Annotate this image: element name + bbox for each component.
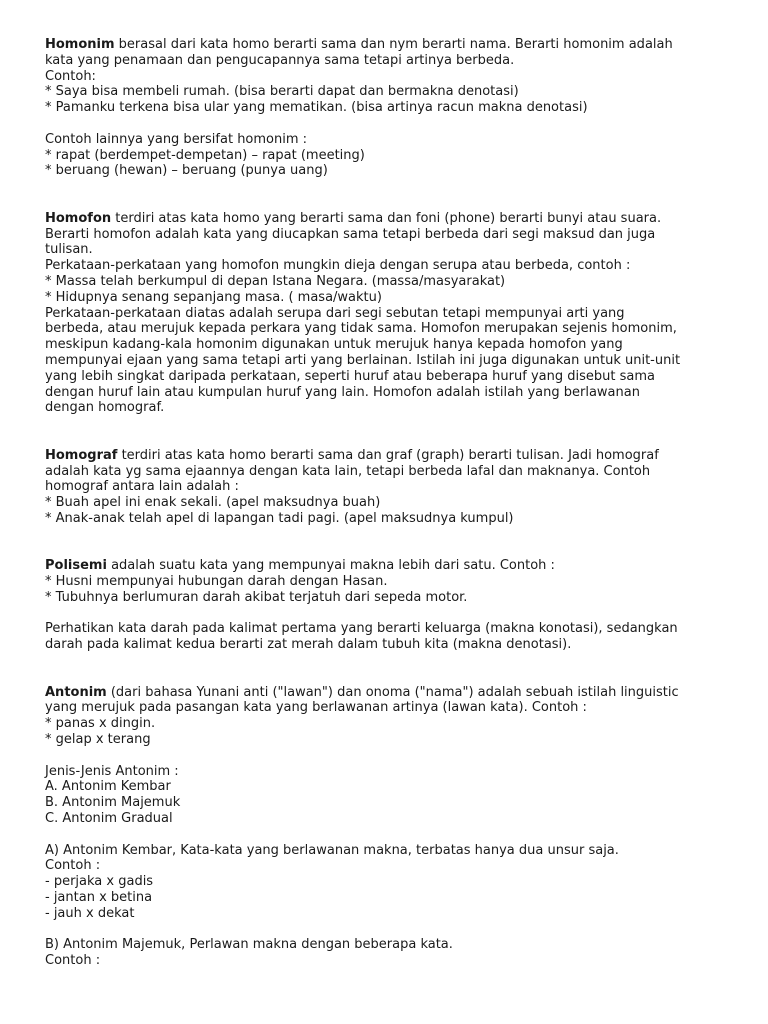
text-line: C. Antonim Gradual [45,811,173,827]
text-line: - perjaka x gadis [45,874,154,890]
text-line: Berarti homofon adalah kata yang diucapkan sama tetapi berbeda dari segi maksud dan juga [45,226,656,242]
section-gap [45,653,735,685]
text-line: Perkataan-perkataan yang homofon mungkin dieja dengan serupa atau berbeda, contoh : [45,258,631,274]
text-line: berbeda, atau merujuk kepada perkara yang tidak sama. Homofon merupakan sejenis homonim, [45,321,677,337]
text-line: B. Antonim Majemuk [45,795,181,811]
text-line: * Tubuhnya berlumuran darah akibat terjatuh dari sepeda motor. [45,589,468,605]
section-homograf [45,448,735,527]
text-line: Contoh: [45,68,96,84]
term-heading: Homograf [45,447,118,463]
section-polisemi [45,558,735,653]
text-line: berasal dari kata homo berarti sama dan nym berarti nama. Berarti homonim adalah [114,37,673,52]
blank-line [45,748,735,764]
term-heading: Homonim [45,37,115,52]
text-line: dengan homograf. [45,400,165,416]
section-first-line [45,211,735,227]
section-first-line [45,448,735,464]
blank-line [45,827,735,843]
text-line: mempunyai ejaan yang sama tetapi arti yang berlainan. Istilah ini juga digunakan untuk unit-unit [45,352,681,368]
section-antonim [45,685,735,969]
blank-line [45,116,735,132]
text-line: Contoh : [45,858,101,874]
text-line: terdiri atas kata homo berarti sama dan graf (graph) berarti tulisan. Jadi homograf [117,447,659,463]
section-first-line [45,37,735,53]
text-line: Contoh : [45,953,101,969]
section-gap [45,527,735,559]
text-line: * panas x dingin. [45,716,156,732]
text-line: yang lebih singkat daripada perkataan, seperti huruf atau beberapa huruf yang disebut sama [45,368,655,384]
section-gap [45,416,735,448]
text-line: Jenis-Jenis Antonim : [45,763,179,779]
text-line: A) Antonim Kembar, Kata-kata yang berlawanan makna, terbatas hanya dua unsur saja. [45,842,619,858]
text-line: (dari bahasa Yunani anti ("lawan") dan onoma ("nama") adalah sebuah istilah linguistic [106,684,679,700]
text-line: * beruang (hewan) – beruang (punya uang) [45,163,328,179]
text-line: Contoh lainnya yang bersifat homonim : [45,131,308,147]
term-heading: Homofon [45,210,112,226]
text-line: A. Antonim Kembar [45,779,171,795]
text-line: * rapat (berdempet-dempetan) – rapat (meeting) [45,147,365,163]
text-line: tulisan. [45,242,93,258]
text-line: * Hidupnya senang sepanjang masa. ( masa/waktu) [45,289,382,305]
section-first-line [45,558,735,574]
text-line: kata yang penamaan dan pengucapannya sama tetapi artinya berbeda. [45,52,515,68]
term-heading: Antonim [45,684,107,700]
text-line: * Buah apel ini enak sekali. (apel maksudnya buah) [45,495,381,511]
text-line: B) Antonim Majemuk, Perlawan makna dengan beberapa kata. [45,937,453,953]
text-line: * Husni mempunyai hubungan darah dengan Hasan. [45,574,388,590]
text-line: darah pada kalimat kedua berarti zat merah dalam tubuh kita (makna denotasi). [45,637,572,653]
text-line: Perhatikan kata darah pada kalimat pertama yang berarti keluarga (makna konotasi), sedangkan [45,621,678,637]
section-first-line [45,685,735,701]
text-line: meskipun kadang-kala homonim digunakan untuk merujuk hanya kepada homofon yang [45,337,623,353]
text-line: * Saya bisa membeli rumah. (bisa berarti dapat dan bermakna denotasi) [45,84,519,100]
text-line: * Pamanku terkena bisa ular yang mematikan. (bisa artinya racun makna denotasi) [45,100,588,116]
section-homonim [45,37,735,179]
document-page [45,37,735,969]
text-line: yang merujuk pada pasangan kata yang berlawanan artinya (lawan kata). Contoh : [45,700,587,716]
section-gap [45,179,735,211]
blank-line [45,922,735,938]
text-line: - jantan x betina [45,890,153,906]
section-homofon [45,211,735,416]
text-line: dengan huruf lain atau kumpulan huruf yang lain. Homofon adalah istilah yang berlawanan [45,384,640,400]
text-line: * Massa telah berkumpul di depan Istana Negara. (massa/masyarakat) [45,273,506,289]
term-heading: Polisemi [45,558,107,574]
text-line: Perkataan-perkataan diatas adalah serupa dari segi sebutan tetapi mempunyai arti yang [45,305,625,321]
text-line: adalah kata yg sama ejaannya dengan kata lain, tetapi berbeda lafal dan maknanya. Contoh [45,463,651,479]
text-line: * Anak-anak telah apel di lapangan tadi pagi. (apel maksudnya kumpul) [45,510,514,526]
text-line: homograf antara lain adalah : [45,479,239,495]
text-line: terdiri atas kata homo yang berarti sama dan foni (phone) berarti bunyi atau suara. [111,210,662,226]
text-line: - jauh x dekat [45,905,135,921]
text-line: adalah suatu kata yang mempunyai makna lebih dari satu. Contoh : [106,558,555,574]
text-line: * gelap x terang [45,732,151,748]
blank-line [45,606,735,622]
